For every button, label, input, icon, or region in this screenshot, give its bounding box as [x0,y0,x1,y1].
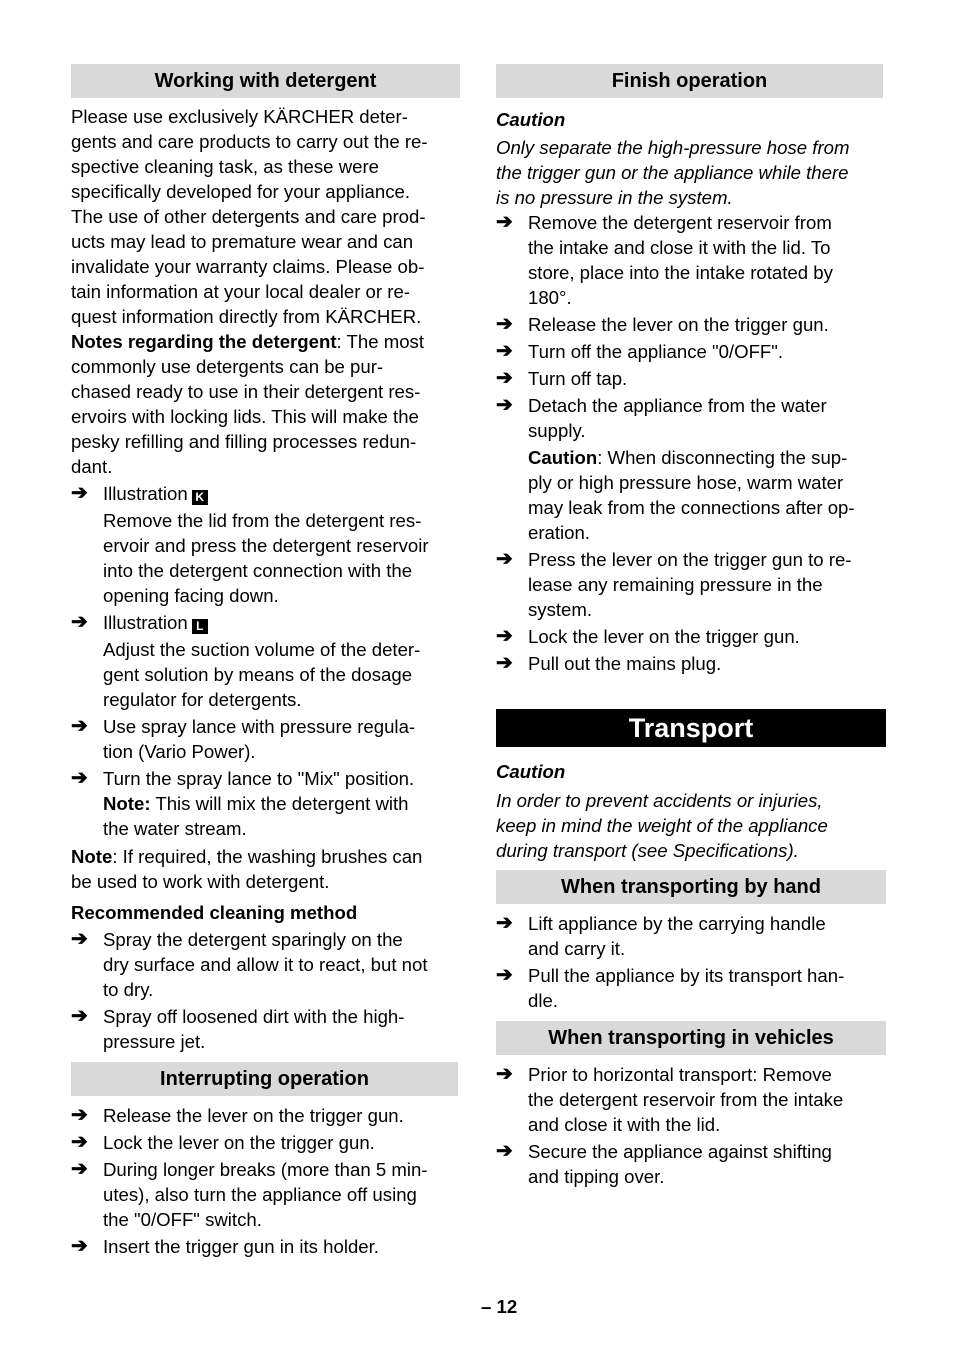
finish-item-3: ➔ Turn off the appliance "0/OFF". [496,340,784,362]
transport-caution-title: Caution [496,761,566,782]
arrow-right-icon: ➔ [496,964,513,986]
arrow-right-icon: ➔ [496,652,513,674]
illustration-k-badge: K [192,490,208,505]
method-item-1: ➔ Spray the detergent sparingly on the dry surface and allow it to react, but not to dry. [71,928,428,1000]
finish-item-4: ➔ Turn off tap. [496,367,628,389]
finish-item-1: ➔ Remove the detergent reservoir from the intake and close it with the lid. To store, place into the intake rotated by 180°. [496,211,833,308]
recommended-method-heading: Recommended cleaning method [71,902,358,923]
finish-caution-title: Caution [496,109,566,130]
page-number: – 12 [481,1296,518,1317]
finish-item-7: ➔ Lock the lever on the trigger gun. [496,625,800,647]
illustration-l-item: ➔ Illustration L [71,610,460,635]
arrow-right-icon: ➔ [496,211,513,233]
interrupt-item-1: ➔ Release the lever on the trigger gun. [71,1104,404,1126]
vehicles-item-1: ➔ Prior to horizontal transport: Remove the detergent reservoir from the intake and close it with the lid. [496,1063,844,1135]
by-hand-item-2: ➔ Pull the appliance by its transport han- dle. [496,964,845,1011]
arrow-right-icon: ➔ [71,1104,88,1126]
arrow-right-icon: ➔ [496,625,513,647]
arrow-right-icon: ➔ [496,912,513,934]
heading-transport: Transport [496,709,886,747]
arrow-right-icon: ➔ [496,367,513,389]
finish-caution-text: Only separate the high-pressure hose from the trigger gun or the appliance while there is no pressure in the system. [496,137,850,208]
arrow-right-icon: ➔ [71,928,88,950]
illustration-l-badge: L [192,619,208,634]
finish-item-6: ➔ Press the lever on the trigger gun to re- lease any remaining pressure in the system. [496,548,852,620]
arrow-right-icon: ➔ [71,715,88,737]
arrow-right-icon: ➔ [496,548,513,570]
arrow-right-icon: ➔ [71,1158,88,1180]
arrow-right-icon: ➔ [71,482,88,504]
interrupt-item-4: ➔ Insert the trigger gun in its holder. [71,1235,379,1257]
illustration-k-item: ➔ Illustration K [71,481,460,506]
mix-note: Note: This will mix the detergent with the water stream. [103,793,409,839]
arrow-right-icon: ➔ [496,394,513,416]
right-column [496,64,886,1189]
detergent-intro: Please use exclusively KÄRCHER deter- gents and care products to carry out the re- spective cleaning task, as these were specifically developed for your appliance. The use of other detergents and care prod- ucts may lead to premature wear and can invalidate your warranty claims. Please ob- tain information at your local dealer or re- quest information directly from KÄRCHER. [71,106,428,327]
brush-note: Note: If required, the washing brushes can be used to work with detergent. [71,846,423,892]
mix-position-item: ➔ Turn the spray lance to "Mix" position. [71,767,415,789]
by-hand-item-1: ➔ Lift appliance by the carrying handle and carry it. [496,912,826,959]
arrow-right-icon: ➔ [71,1131,88,1153]
method-item-2: ➔ Spray off loosened dirt with the high- pressure jet. [71,1005,405,1052]
heading-finish-operation: Finish operation [496,64,883,98]
finish-item-2: ➔ Release the lever on the trigger gun. [496,313,829,335]
detergent-notes: Notes regarding the detergent: The most commonly use detergents can be pur- chased ready to use in their detergent res- ervoirs with locking lids. This will make the pesky refilling and filling processes redun- dant. [71,331,425,477]
illustration-k-text: Remove the lid from the detergent res- ervoir and press the detergent reservoir into the detergent connection with the opening facing down. [103,510,429,606]
arrow-right-icon: ➔ [71,767,88,789]
arrow-right-icon: ➔ [496,313,513,335]
interrupt-item-3: ➔ During longer breaks (more than 5 min- utes), also turn the appliance off using the "0/OFF" switch. [71,1158,428,1230]
arrow-right-icon: ➔ [496,1140,513,1162]
left-column [71,64,460,1259]
vehicles-item-2: ➔ Secure the appliance against shifting and tipping over. [496,1140,832,1187]
spray-lance-item: ➔ Use spray lance with pressure regula- tion (Vario Power). [71,715,416,762]
heading-working-with-detergent: Working with detergent [71,64,460,98]
arrow-right-icon: ➔ [496,340,513,362]
heading-interrupting-operation: Interrupting operation [71,1062,458,1096]
arrow-right-icon: ➔ [71,1005,88,1027]
arrow-right-icon: ➔ [71,611,88,633]
heading-transport-in-vehicles: When transporting in vehicles [496,1021,886,1055]
heading-transport-by-hand: When transporting by hand [496,870,886,904]
arrow-right-icon: ➔ [496,1063,513,1085]
interrupt-item-2: ➔ Lock the lever on the trigger gun. [71,1131,375,1153]
transport-caution-text: In order to prevent accidents or injuries, keep in mind the weight of the appliance during transport (see Specifications). [496,790,828,861]
finish-item-8: ➔ Pull out the mains plug. [496,652,722,674]
illustration-l-text: Adjust the suction volume of the deter- gent solution by means of the dosage regulator for detergents. [103,639,421,710]
arrow-right-icon: ➔ [71,1235,88,1257]
finish-item-5: ➔ Detach the appliance from the water supply. [496,394,827,441]
finish-item-5-caution: Caution: When disconnecting the sup- ply or high pressure hose, warm water may leak from the connections after op- eration. [528,447,855,543]
